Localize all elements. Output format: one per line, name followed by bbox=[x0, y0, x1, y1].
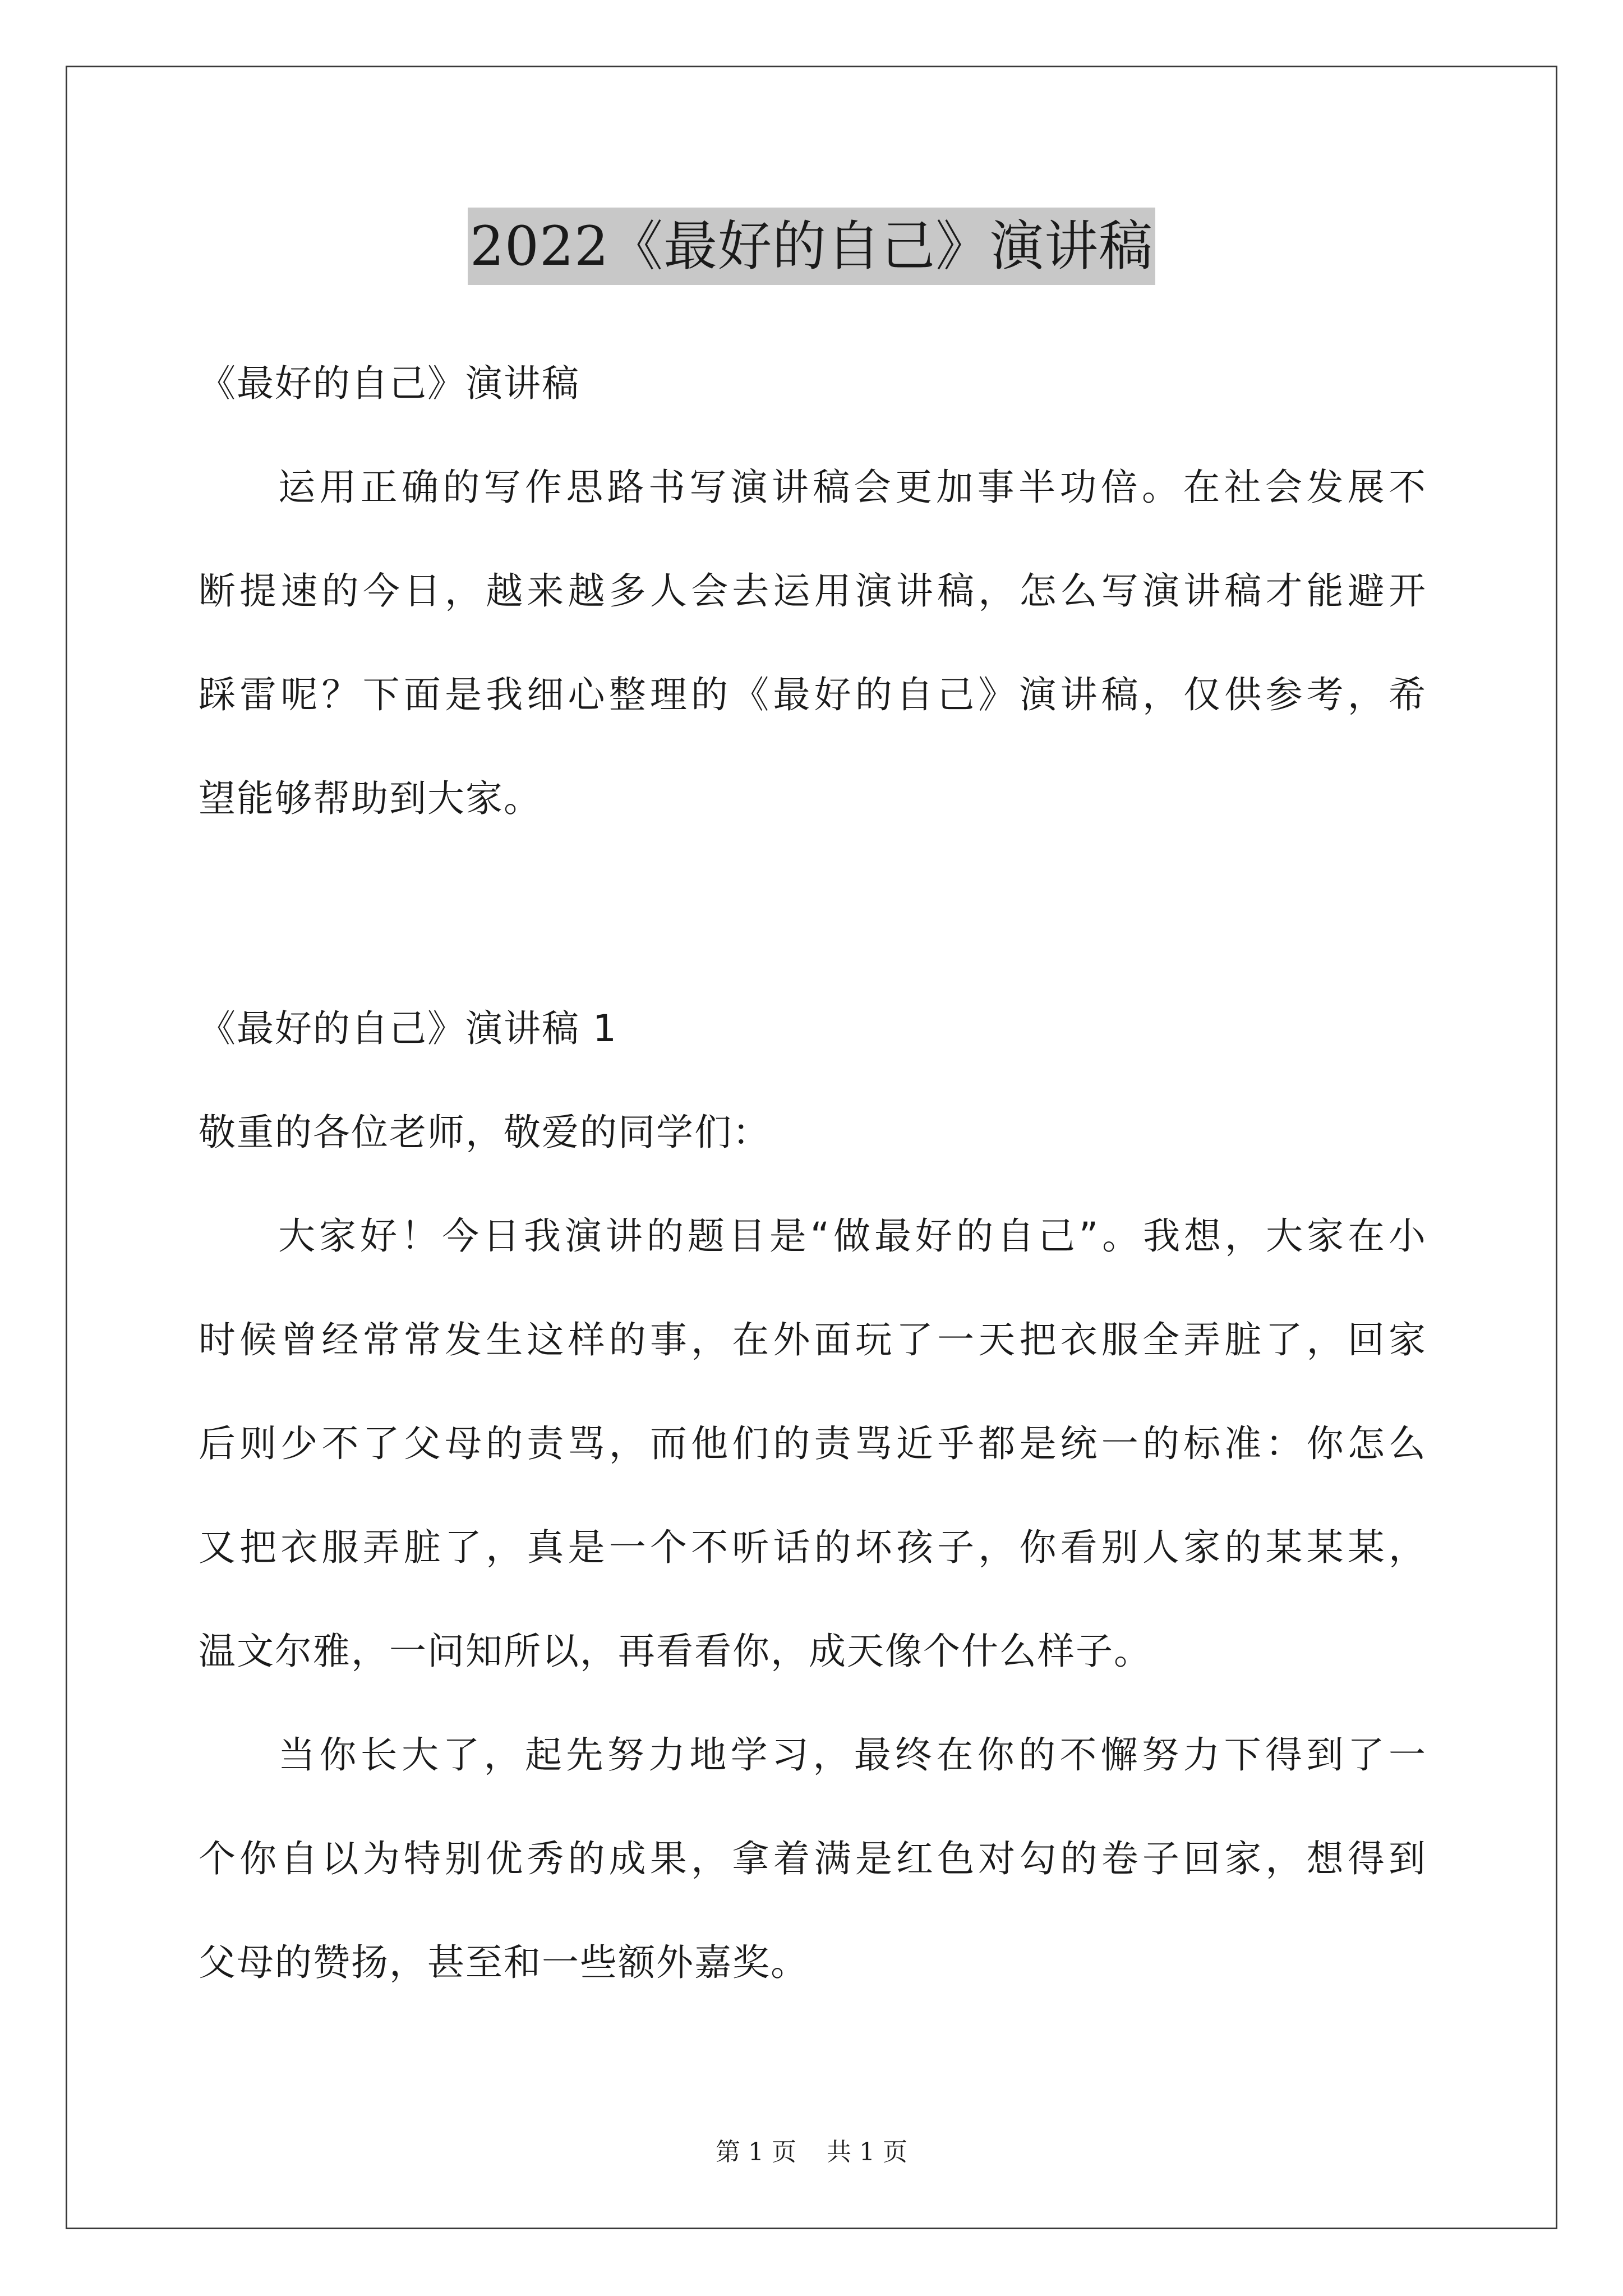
page-number: 第 1 页 bbox=[716, 2138, 796, 2166]
page-footer bbox=[0, 2132, 1623, 2168]
paragraph-line: 时候曾经常常发生这样的事，在外面玩了一天把衣服全弄脏了，回家 bbox=[199, 1318, 1427, 1361]
document-title: 2022《最好的自己》演讲稿 bbox=[468, 208, 1155, 285]
intro-line: 踩雷呢？下面是我细心整理的《最好的自己》演讲稿，仅供参考，希 bbox=[199, 673, 1427, 716]
paragraph-line: 又把衣服弄脏了，真是一个不听话的坏孩子，你看别人家的某某某， bbox=[199, 1526, 1427, 1569]
greeting: 敬重的各位老师，敬爱的同学们： bbox=[199, 1111, 771, 1154]
paragraph-line: 当你长大了，起先努力地学习，最终在你的不懈努力下得到了一 bbox=[278, 1733, 1427, 1777]
intro-line: 断提速的今日，越来越多人会去运用演讲稿，怎么写演讲稿才能避开 bbox=[199, 569, 1427, 613]
paragraph-line: 温文尔雅，一问知所以，再看看你，成天像个什么样子。 bbox=[199, 1630, 1152, 1673]
title-container bbox=[0, 208, 1623, 285]
section-heading: 《最好的自己》演讲稿 1 bbox=[199, 1007, 617, 1050]
page-total: 共 1 页 bbox=[827, 2138, 907, 2166]
subtitle: 《最好的自己》演讲稿 bbox=[199, 362, 580, 405]
intro-line: 望能够帮助到大家。 bbox=[199, 777, 542, 820]
paragraph-line: 大家好！今日我演讲的题目是“做最好的自己”。我想，大家在小 bbox=[278, 1214, 1427, 1258]
paragraph-line: 后则少不了父母的责骂，而他们的责骂近乎都是统一的标准：你怎么 bbox=[199, 1422, 1427, 1465]
paragraph-line: 父母的赞扬，甚至和一些额外嘉奖。 bbox=[199, 1941, 809, 1984]
paragraph-line: 个你自以为特别优秀的成果，拿着满是红色对勾的卷子回家，想得到 bbox=[199, 1837, 1427, 1880]
intro-line: 运用正确的写作思路书写演讲稿会更加事半功倍。在社会发展不 bbox=[278, 466, 1427, 509]
